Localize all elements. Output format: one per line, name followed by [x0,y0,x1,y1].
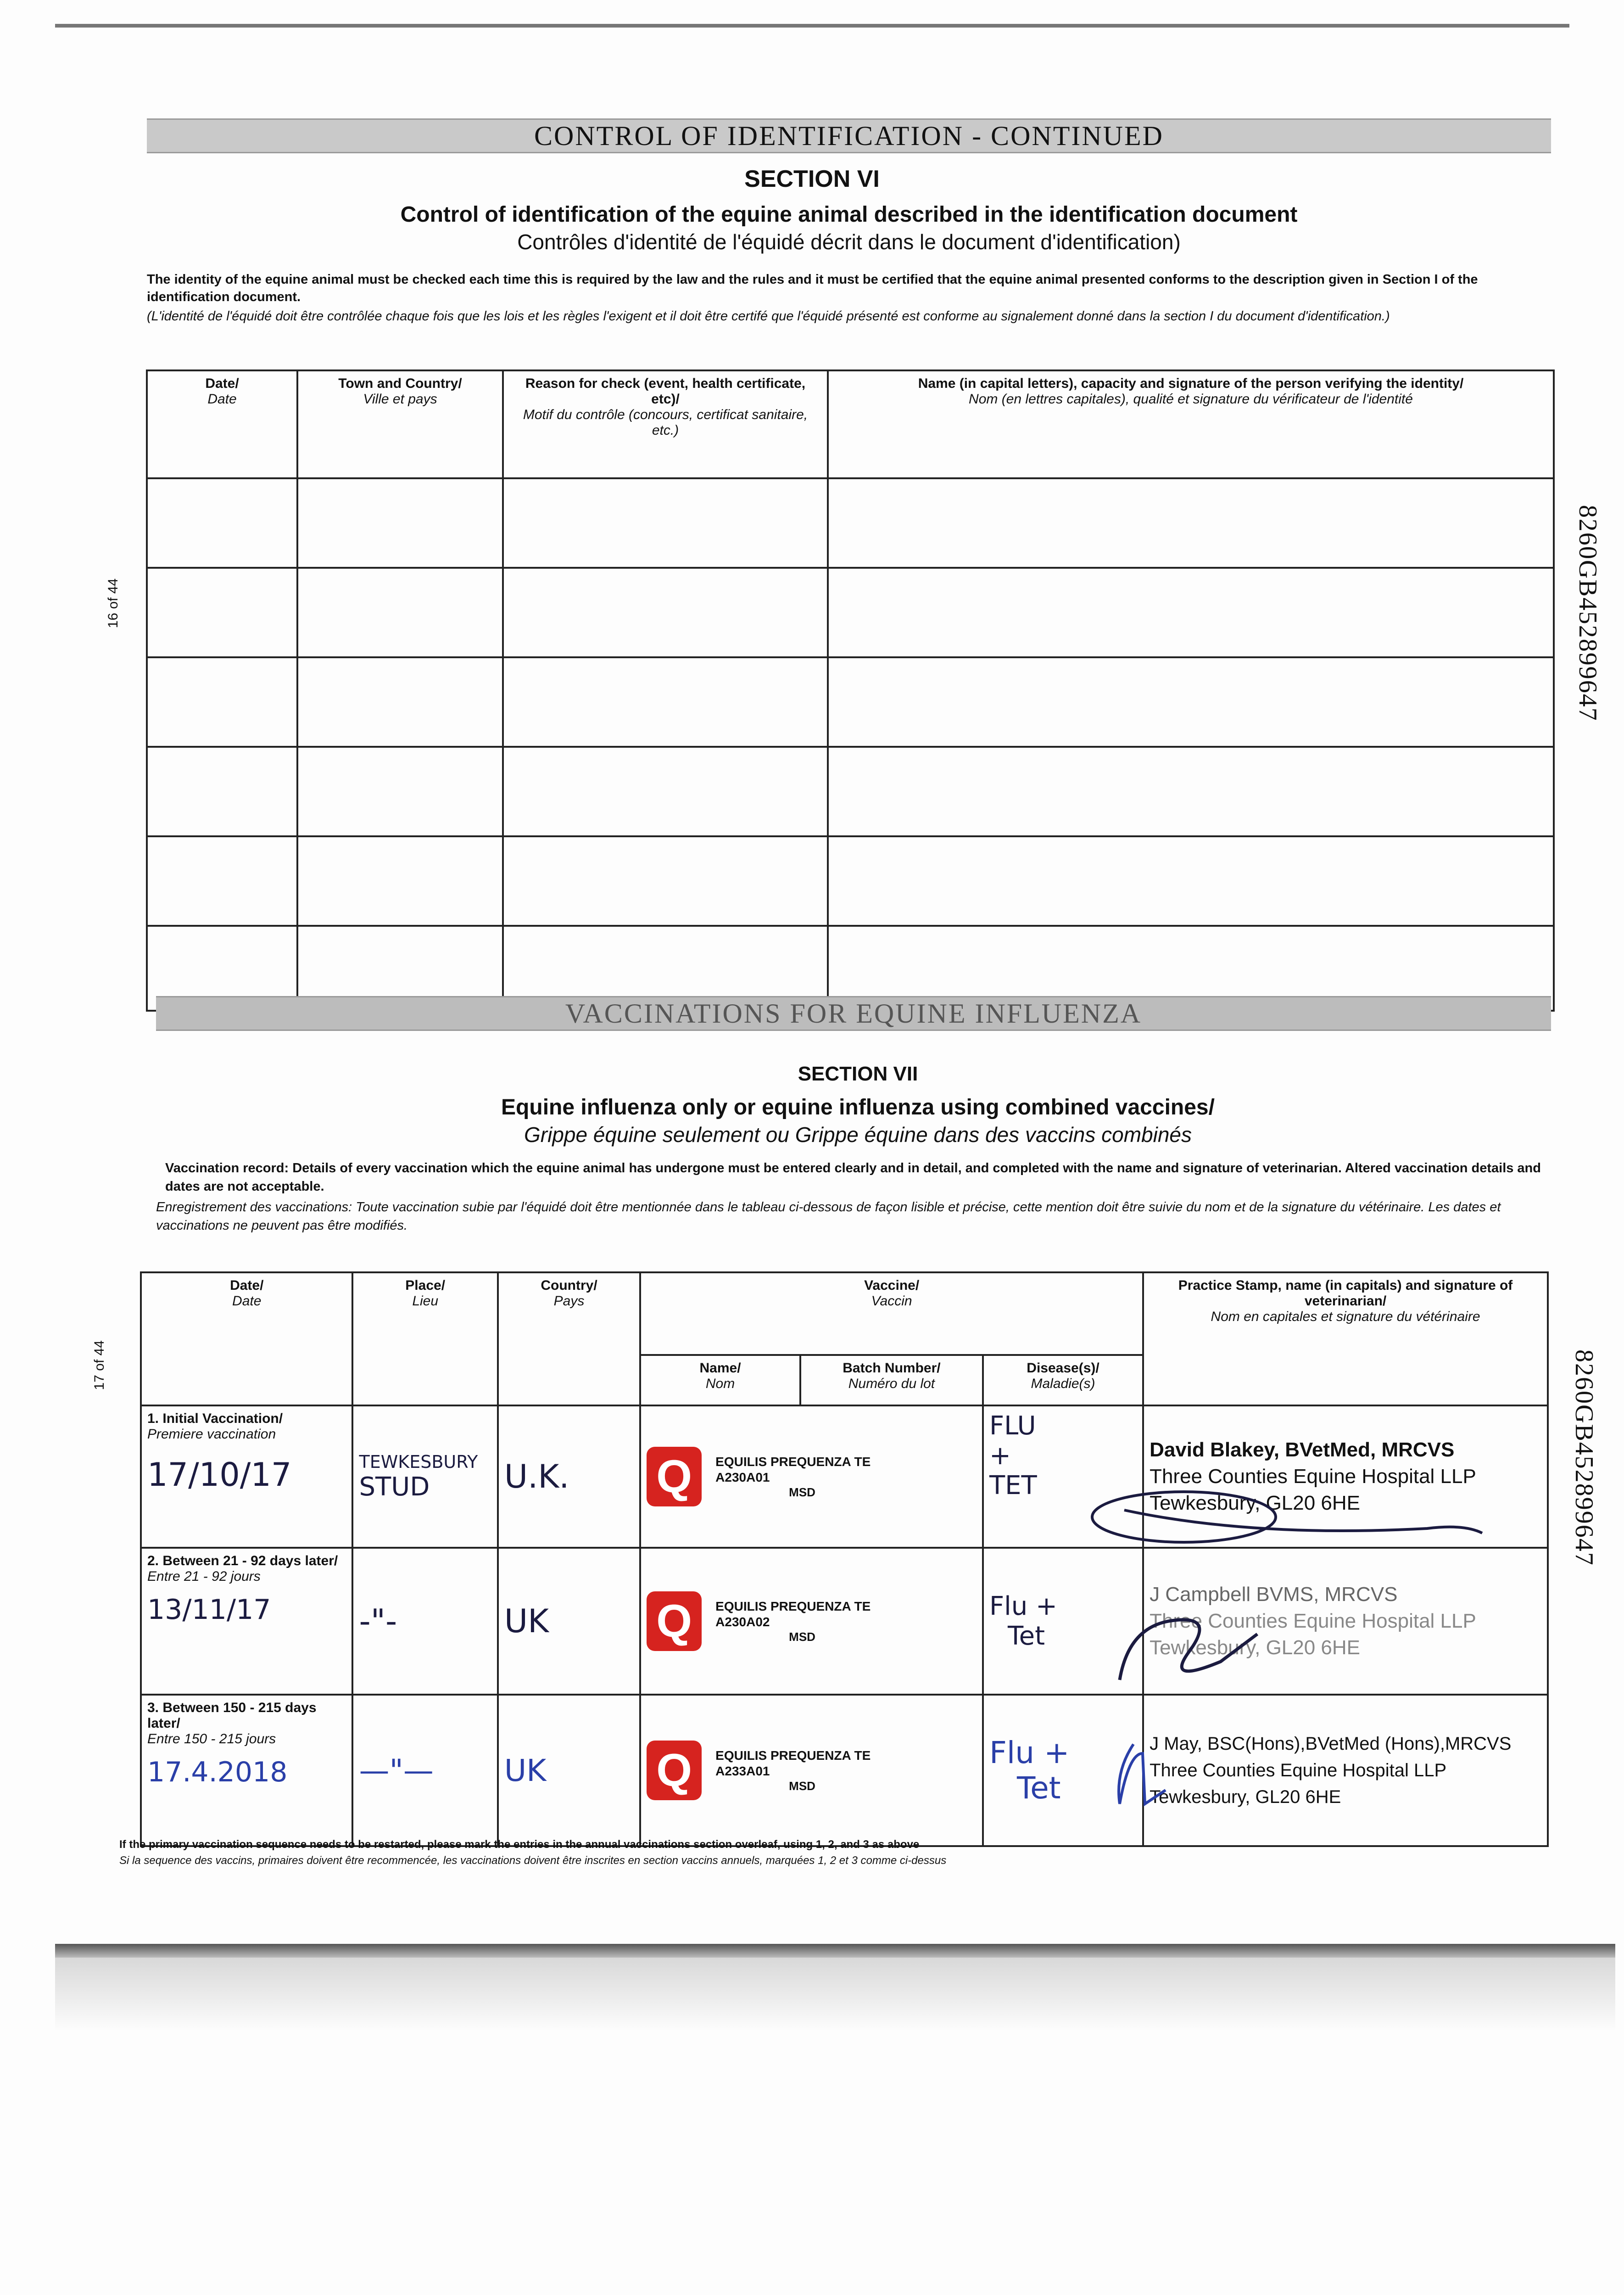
vaccine-sticker [647,1741,977,1800]
vac-place-line1: —"— [359,1752,434,1788]
vac-col-place-en: Place/ [405,1278,446,1293]
identity-check-table [146,369,1555,1012]
section-vii-banner-text: VACCINATIONS FOR EQUINE INFLUENZA [565,998,1142,1029]
section-vi-title-en: Control of identification of the equine animal described in the identification document [400,202,1298,227]
vac-col-name-en: Name/ [699,1360,741,1376]
section-vi-banner-text: CONTROL OF IDENTIFICATION - CONTINUED [534,121,1164,151]
cell-date[interactable] [147,657,297,747]
cell-town[interactable] [297,836,503,926]
page-number-upper: 16 of 44 [106,578,121,628]
col-verifier-fr: Nom (en lettres capitales), qualité et signature du vérificateur de l'identité [969,392,1413,407]
signature-scribble-1 [1069,1478,1510,1561]
vac-col-place-fr: Lieu [412,1293,439,1309]
vac-date-cell[interactable] [141,1405,352,1548]
msd-logo: MSD [789,1629,815,1644]
cell-verifier[interactable] [828,657,1554,747]
vac-country-cell[interactable] [498,1548,640,1695]
stamp-line2: Three Counties Equine Hospital LLP [1150,1760,1447,1780]
vaccine-sticker [647,1447,977,1506]
vac-stamp-cell[interactable] [1143,1695,1548,1846]
section-vii-record-fr: Enregistrement des vaccinations: Toute vaccination subie par l'équidé doit être mentionnée dans le tableau ci-dessous de façon lisible et précise, cette mention doit être suivie du nom et de la signature du vétérinaire. Les dates et vaccinations ne peuvent pas être modifiés. [156,1200,1501,1233]
vac-col-batch-header [800,1355,983,1405]
vac-col-date-header [141,1272,352,1405]
vac-place-line1: TEWKESBURY [359,1451,478,1472]
col-verifier-en: Name (in capital letters), capacity and signature of the person verifying the identity/ [918,376,1464,391]
vac-country: UK [504,1602,549,1640]
section-vi-instruction-fr: (L'identité de l'équidé doit être contrôlée chaque fois que les lois et les règles l'exigent et il doit être certifé que l'équidé présenté est conforme au signalement donné dans la section I du document d'identification.) [147,309,1390,324]
row-label-en: 3. Between 150 - 215 days later/ [147,1700,317,1731]
msd-logo: MSD [789,1485,815,1499]
stamp-line2: Three Counties Equine Hospital LLP [1150,1465,1476,1488]
stamp-line3: Tewkesbury, GL20 6HE [1150,1636,1361,1659]
row-label-fr: Premiere vaccination [147,1427,276,1442]
vac-col-date-en: Date/ [230,1278,264,1293]
vac-col-country-fr: Pays [553,1293,585,1309]
stamp-line1: J May, BSC(Hons),BVetMed (Hons),MRCVS [1150,1734,1512,1754]
vac-date: 13/11/17 [147,1594,271,1626]
row-label-en: 2. Between 21 - 92 days later/ [147,1553,338,1568]
q-logo-icon: Q [647,1591,702,1651]
vaccine-batch: A230A02 [715,1614,770,1629]
table-row [147,568,1554,657]
vac-col-batch-en: Batch Number/ [843,1360,941,1376]
cell-date[interactable] [147,747,297,836]
vac-col-stamp-en: Practice Stamp, name (in capitals) and signature of veterinarian/ [1178,1278,1513,1309]
col-town-en: Town and Country/ [338,376,462,391]
section-vii-title-fr: Grippe équine seulement ou Grippe équine dans des vaccins combinés [524,1123,1192,1147]
vac-country: U.K. [504,1458,569,1495]
vac-disease-line1: Flu + [989,1735,1070,1770]
col-date-header [147,370,297,478]
cell-town[interactable] [297,747,503,836]
section-vii-banner [156,996,1551,1031]
vac-col-vaccine-fr: Vaccin [871,1293,912,1309]
scan-shadow-bottom [55,1958,1615,2031]
vac-disease-line1: Flu + [989,1591,1057,1621]
section-vii-label: SECTION VII [798,1063,918,1085]
vaccine-name: EQUILIS PREQUENZA TE [715,1599,871,1613]
section-vii-record-en [165,1159,1542,1196]
cell-verifier[interactable] [828,478,1554,568]
vac-col-stamp-header [1143,1272,1548,1405]
vac-place-line1: -"- [359,1602,397,1640]
vac-date-cell[interactable] [141,1695,352,1846]
vac-date: 17/10/17 [147,1456,292,1494]
vac-country: UK [504,1752,547,1788]
vac-label-cell[interactable] [640,1405,983,1548]
stamp-line2: Three Counties Equine Hospital LLP [1150,1610,1476,1632]
col-date-en: Date/ [205,376,239,391]
record-en-text: Vaccination record: Details of every vaccination which the equine animal has undergone must be entered clearly and in detail, and completed with the name and signature of veterinarian. Altered vaccination details and dates are not acceptable. [165,1161,1541,1194]
vac-col-country-header [498,1272,640,1405]
cell-town[interactable] [297,657,503,747]
vaccine-name: EQUILIS PREQUENZA TE [715,1748,871,1763]
cell-verifier[interactable] [828,747,1554,836]
vaccine-batch: A233A01 [715,1763,770,1778]
vac-disease-line1: FLU [989,1411,1036,1441]
cell-town[interactable] [297,568,503,657]
section-vi-label: SECTION VI [744,166,880,192]
section-vii-title-en: Equine influenza only or equine influenza using combined vaccines/ [501,1095,1215,1120]
table-row [141,1548,1548,1695]
page-number-lower: 17 of 44 [92,1340,107,1390]
q-logo-icon: Q [647,1741,702,1800]
vac-col-date-fr: Date [232,1293,262,1309]
table-row [141,1695,1548,1846]
section-vi-title-fr: Contrôles d'identité de l'équidé décrit dans le document d'identification) [517,230,1181,254]
stamp-line3: Tewkesbury, GL20 6HE [1150,1787,1341,1807]
section-vi-instruction-en: The identity of the equine animal must be checked each time this is required by the law and the rules and it must be certified that the equine animal presented conforms to the description given in Section I of the identification document. [147,272,1478,304]
cell-reason[interactable] [503,568,828,657]
cell-date[interactable] [147,568,297,657]
identity-check-header-row [147,370,1554,478]
vac-place-cell[interactable] [352,1548,497,1695]
vaccination-header-row-1 [141,1272,1548,1355]
scan-edge-top [55,24,1569,28]
vac-disease-line2: Tet [1016,1770,1061,1806]
vac-country-cell[interactable] [498,1405,640,1548]
vac-col-vaccine-header [640,1272,1143,1355]
vac-col-disease-header [983,1355,1143,1405]
vac-date-cell[interactable] [141,1548,352,1695]
vac-place-line2: STUD [359,1472,430,1502]
vac-col-name-fr: Nom [705,1376,735,1391]
section-vi-banner [147,118,1551,153]
vac-col-stamp-fr: Nom en capitales et signature du vétérinaire [1211,1309,1480,1324]
cell-verifier[interactable] [828,568,1554,657]
vac-disease-line2: + [989,1441,1011,1471]
q-logo-icon: Q [647,1447,702,1506]
vaccine-name: EQUILIS PREQUENZA TE [715,1454,871,1469]
col-reason-header [503,370,828,478]
row-label-fr: Entre 21 - 92 jours [147,1569,261,1584]
signature-scribble-3 [1101,1735,1175,1827]
cell-reason[interactable] [503,478,828,568]
stamp-line1: David Blakey, BVetMed, MRCVS [1150,1439,1455,1461]
vac-col-batch-fr: Numéro du lot [848,1376,935,1391]
col-date-fr: Date [207,392,237,407]
vaccine-batch: A230A01 [715,1470,770,1484]
cell-town[interactable] [297,478,503,568]
cell-date[interactable] [147,836,297,926]
vac-col-name-header [640,1355,800,1405]
table-row [147,747,1554,836]
col-verifier-header [828,370,1554,478]
footnote-en: If the primary vaccination sequence needs to be restarted, please mark the entries in the annual vaccinations section overleaf, using 1, 2, and 3 as above [119,1838,920,1851]
col-reason-fr: Motif du contrôle (concours, certificat sanitaire, etc.) [523,407,808,438]
row-label-en: 1. Initial Vaccination/ [147,1411,283,1426]
col-town-fr: Ville et pays [363,392,437,407]
vac-place-cell[interactable] [352,1405,497,1548]
vac-country-cell[interactable] [498,1695,640,1846]
col-town-header [297,370,503,478]
cell-reason[interactable] [503,657,828,747]
vac-disease-line3: TET [989,1471,1037,1500]
vac-disease-line2: Tet [1007,1621,1045,1651]
table-row [147,657,1554,747]
vac-col-place-header [352,1272,497,1405]
msd-logo: MSD [789,1779,815,1793]
cell-verifier[interactable] [828,836,1554,926]
table-row [147,836,1554,926]
vaccine-sticker [647,1591,977,1651]
cell-reason[interactable] [503,747,828,836]
signature-scribble-2 [1101,1606,1285,1707]
document-id-lower: 8260GB452899647 [1570,1349,1598,1566]
row-label-fr: Entre 150 - 215 jours [147,1731,276,1746]
cell-reason[interactable] [503,836,828,926]
vac-label-cell[interactable] [640,1695,983,1846]
vac-col-disease-fr: Maladie(s) [1031,1376,1095,1391]
vac-col-vaccine-en: Vaccine/ [864,1278,920,1293]
vac-date: 17.4.2018 [147,1756,288,1788]
col-reason-en: Reason for check (event, health certificate, etc)/ [525,376,806,407]
stamp-line3: Tewkesbury, GL20 6HE [1150,1492,1361,1514]
vac-place-cell[interactable] [352,1695,497,1846]
scan-edge-bottom [55,1944,1615,1958]
vac-col-disease-en: Disease(s)/ [1027,1360,1099,1376]
vac-col-country-en: Country/ [541,1278,597,1293]
cell-date[interactable] [147,478,297,568]
footnote-fr: Si la sequence des vaccins, primaires doivent être recommencée, les vaccinations doivent être inscrites en section vaccins annuels, marquées 1, 2 et 3 comme ci-dessus [119,1854,947,1867]
document-id-upper: 8260GB452899647 [1574,505,1602,722]
table-row [147,478,1554,568]
stamp-line1: J Campbell BVMS, MRCVS [1150,1583,1398,1606]
vac-label-cell[interactable] [640,1548,983,1695]
